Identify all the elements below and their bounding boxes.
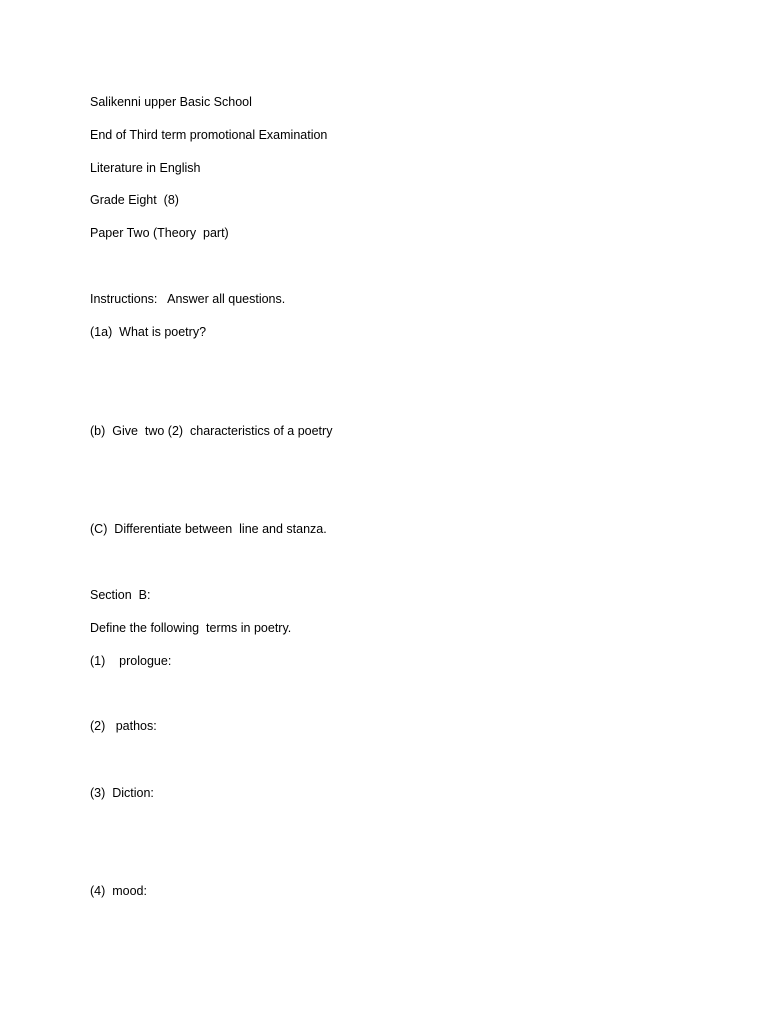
- grade-level: Grade Eight (8): [90, 193, 179, 207]
- term-item: (3) Diction:: [90, 786, 154, 800]
- paper-title: Paper Two (Theory part): [90, 226, 229, 240]
- exam-title: End of Third term promotional Examination: [90, 128, 328, 142]
- term-item: (1) prologue:: [90, 654, 172, 668]
- section-b-prompt: Define the following terms in poetry.: [90, 621, 292, 635]
- section-b-title: Section B:: [90, 588, 151, 602]
- school-name: Salikenni upper Basic School: [90, 95, 252, 109]
- term-item: (2) pathos:: [90, 719, 157, 733]
- instructions: Instructions: Answer all questions.: [90, 292, 286, 306]
- subject-name: Literature in English: [90, 161, 201, 175]
- question-1b: (b) Give two (2) characteristics of a poetry: [90, 424, 333, 438]
- question-1a: (1a) What is poetry?: [90, 325, 207, 339]
- question-1c: (C) Differentiate between line and stanza.: [90, 522, 327, 536]
- term-item: (4) mood:: [90, 884, 147, 898]
